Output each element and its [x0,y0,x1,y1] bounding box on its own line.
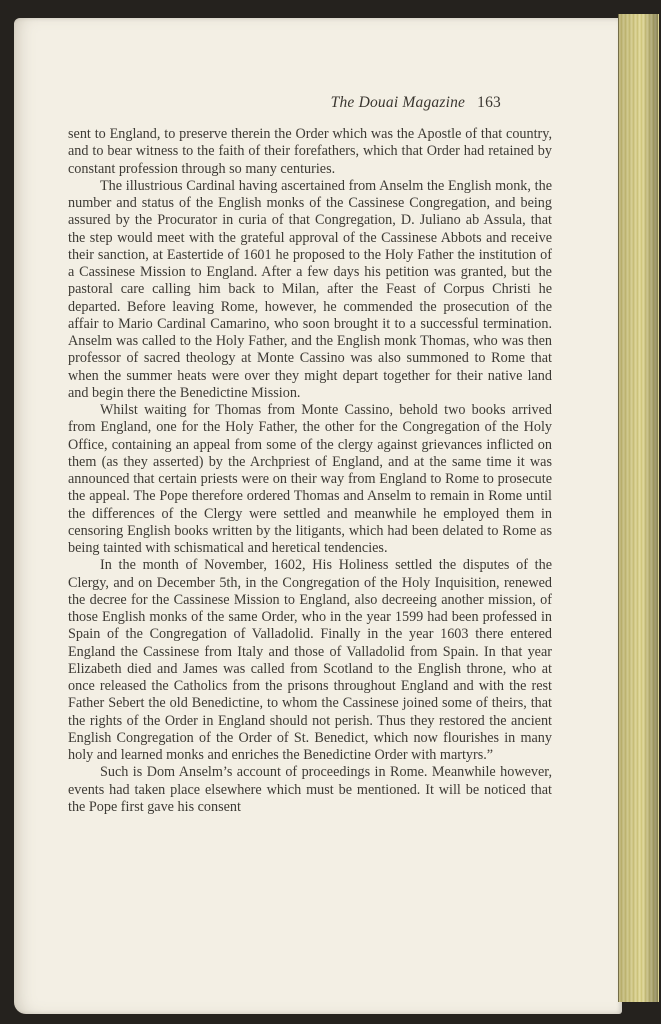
paragraph-3: Whilst waiting for Thomas from Monte Cassino, behold two books arrived from England, one for the Holy Father, the other for the Congregation of the Holy Office, containing an appeal from some of the clergy against grievances inflicted on them (as they asserted) by the Archpriest of England, and at the same time it was announced that certain priests were on their way from England to Rome to prosecute the appeal. The Pope therefore ordered Thomas and Anselm to remain in Rome until the differences of the Clergy were settled and meanwhile he employed them in censoring English books written by the litigants, which had been delated to Rome as being tainted with schismatical and heretical tendencies. [68,402,552,556]
paragraph-4: In the month of November, 1602, His Holiness settled the disputes of the Clergy, and on December 5th, in the Congregation of the Holy Inquisition, renewed the decree for the Cassinese Mission to England, also decreeing another mission, of those English monks of the same Order, who in the year 1599 had been professed in Spain of the Congregation of Valladolid. Finally in the year 1603 there entered England the Cassinese from Italy and those of Valladolid from Spain. In that year Elizabeth died and James was called from Scotland to the English throne, who at once released the Catholics from the prisons throughout England and with the rest Father Sebert the old Benedictine, to whom the Cassinese joined some of theirs, that the rights of the Order in England should not perish. Thus they restored the ancient English Congregation of the Order of St. Benedict, which now flourishes in many holy and learned monks and enriches the Benedictine Order with martyrs.” [68,557,552,763]
running-head [331,94,501,112]
book-page [14,18,622,1014]
paragraph-1: sent to England, to preserve therein the Order which was the Apostle of that country, and to bear witness to the faith of their forefathers, which that Order had retained by constant profession through so many centuries. [68,126,552,177]
page-edge-shadow [618,14,658,1002]
paragraph-5: Such is Dom Anselm’s account of proceedings in Rome. Meanwhile however, events had taken place elsewhere which must be mentioned. It will be noticed that the Pope first gave his consent [68,764,552,815]
publication-title: The Douai Magazine [330,94,466,111]
page-number: 163 [477,94,501,111]
paragraph-2: The illustrious Cardinal having ascertained from Anselm the English monk, the number and status of the English monks of the Cassinese Congregation, and being assured by the Procurator in curia of that Congregation, D. Juliano ab Assula, that the step would meet with the grateful approval of the Cassinese Abbots and receive their sanction, at Eastertide of 1601 he proposed to the Holy Father the institution of a Cassinese Mission to England. After a few days his petition was granted, but the pastoral care calling him back to Milan, after the Feast of Corpus Christi he departed. Before leaving Rome, however, he commended the prosecution of the affair to Mario Cardinal Camarino, who soon brought it to a successful termination. Anselm was called to the Holy Father, and the English monk Thomas, who was then professor of sacred theology at Monte Cassino was also summoned to Rome that when the summer heats were over they might depart together for their native land and begin there the Benedictine Mission. [68,177,552,401]
body-text [68,126,552,816]
